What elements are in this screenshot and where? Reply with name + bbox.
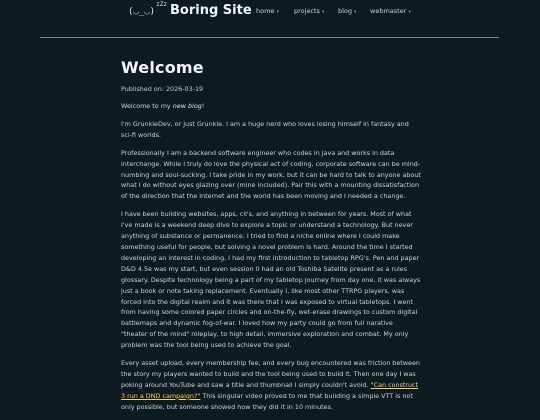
intro-text-start: Welcome to my <box>121 102 173 110</box>
chevron-down-icon: ▾ <box>408 9 411 15</box>
nav-webmaster-label: webmaster <box>370 7 407 15</box>
nav-blog-label: blog <box>338 7 353 15</box>
nav-blog[interactable] <box>338 7 357 15</box>
nav-home-label: home <box>256 7 275 15</box>
paragraph-history: I have been building websites, apps, cli's, and anything in between for years. Most of what I've made is a weekend deep dive to explore a topic or understand a technology. But never anything of substance or permanence. I tried to find a niche online where I could make something useful for people, but solving a novel problem is hard. Around the time I started developing an interest in coding, I had my first introduction to tabletop RPG's. Pen and paper D&D 4.5e was my start, but even session 0 had an old Toshiba Satelite present as a rules glossary. Despite technology being a part of my tabletop journey from day one, it was always just a book or note taking replacement. Eventually I, like most other TTRPG players, was forced into the digital realm and it was there that I was exposed to virtual tabletops. I went from having some colored paper circles and on-the-fly, wet-erase drawings to custom digital battlemaps and dynamic fog-of-war. I loved how my party could go from full narative "theater of the mind" roleplay, to high detail, immersive exploration and combat. My only problem was the tool being used to achieve the goal. <box>121 210 421 350</box>
nav-projects-label: projects <box>294 7 320 15</box>
logo-zzz-text: zZz <box>156 1 167 8</box>
chevron-down-icon: ▾ <box>276 9 279 15</box>
video-link[interactable]: "Can construct 3 run a DND campaign?" <box>121 380 419 400</box>
paragraph-inspiration <box>121 358 421 413</box>
header-divider <box>40 37 499 38</box>
site-title[interactable]: Boring Site <box>170 3 252 18</box>
published-date: Published on: 2026-03-19 <box>121 85 204 93</box>
site-logo[interactable] <box>128 1 167 17</box>
paragraph-career: Professionally I am a backend software engineer who codes in java and works in data interchange. While I truly do love the physical act of coding, corporate software can be mind-numbing and soul-sucking. I take pride in my work, but it can be hard to talk to anyone about what I do without eyes glazing over (mine included). Pair this with a mounting dissatisfaction of the direction that the internet and the world has been moving and I needed a change. <box>121 148 421 201</box>
post-title: Welcome <box>121 58 204 77</box>
intro-paragraph <box>121 101 421 112</box>
nav-projects[interactable] <box>294 7 324 15</box>
paragraph-text-start: Every asset upload, every membership fee, and every bug encountered was friction between the story my players wanted to build and the tool being used to build it. Then one day I was poking around YouTube and saw a title and thumbnail I simply couldn't avoid. <box>121 359 420 389</box>
chevron-down-icon: ▾ <box>321 9 325 15</box>
paragraph-about: I'm GrunkleDev, or just Grunkle. I am a huge nerd who loves losing himself in fantasy and sci-fi worlds. <box>121 119 409 139</box>
chevron-down-icon: ▾ <box>354 9 357 15</box>
nav-home[interactable] <box>256 7 279 15</box>
intro-text-end: ! <box>201 102 205 110</box>
blog-post <box>121 58 421 420</box>
logo-face-text: (◡_◡) <box>128 7 156 17</box>
top-navigation <box>0 0 540 26</box>
paragraph-text-end: This singular video proved to me that building a simple VTT is not only possible, but someone showed how they did it in 10 minutes. <box>121 391 413 411</box>
nav-webmaster[interactable] <box>370 7 411 15</box>
intro-emphasis: new blog <box>172 102 202 110</box>
